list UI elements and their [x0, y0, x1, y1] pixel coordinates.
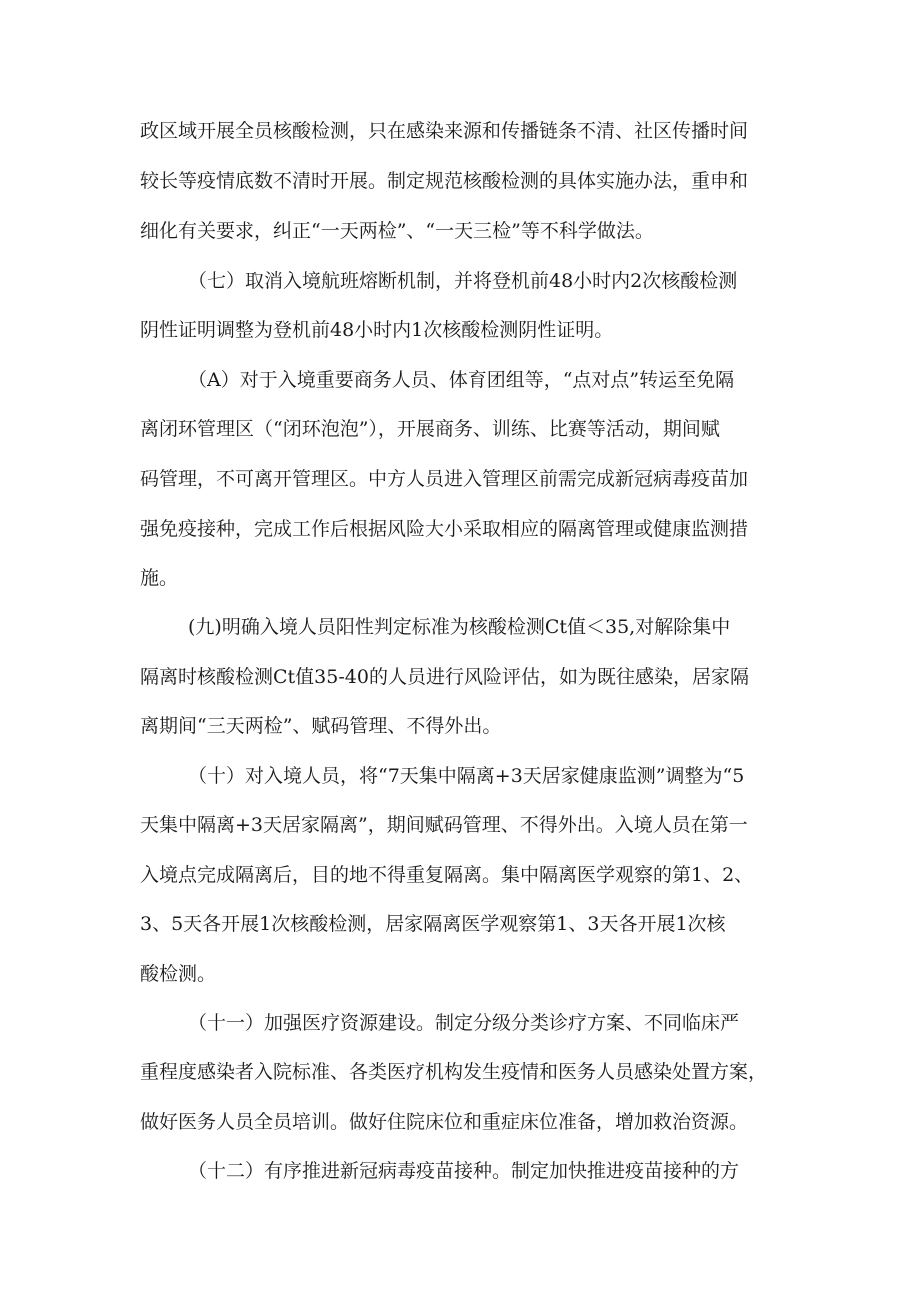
text-line: 政区域开展全员核酸检测，只在感染来源和传播链条不清、社区传播时间 — [140, 120, 749, 142]
text-line: 较长等疫情底数不清时开展。制定规范核酸检测的具体实施办法，重申和 — [140, 170, 749, 192]
paragraph-start-line: （十一）加强医疗资源建设。制定分级分类诊疗方案、不同临床严 — [188, 1012, 740, 1034]
text-line: 细化有关要求，纠正“一天两检”、“一天三检”等不科学做法。 — [140, 220, 654, 242]
text-line: 施。 — [140, 567, 179, 589]
text-line: 做好医务人员全员培训。做好住院床位和重症床位准备，增加救治资源。 — [140, 1111, 749, 1133]
text-line: 酸检测。 — [140, 963, 217, 985]
text-line: 3、5天各开展1次核酸检测，居家隔离医学观察第1、3天各开展1次核 — [140, 913, 726, 935]
text-line: 离闭环管理区（“闭环泡泡”），开展商务、训练、比赛等活动，期间赋 — [140, 418, 720, 440]
text-line: 码管理，不可离开管理区。中方人员进入管理区前需完成新冠病毒疫苗加 — [140, 468, 749, 490]
paragraph-start-line: （十）对入境人员，将“7天集中隔离+3天居家健康监测”调整为“5 — [188, 765, 745, 787]
text-line: 强免疫接种，完成工作后根据风险大小采取相应的隔离管理或健康监测措 — [140, 518, 749, 540]
text-line: 天集中隔离+3天居家隔离”，期间赋码管理、不得外出。入境人员在第一 — [140, 814, 748, 836]
text-line: 阴性证明调整为登机前48小时内1次核酸检测阴性证明。 — [140, 319, 614, 341]
paragraph-start-line: （A）对于入境重要商务人员、体育团组等，“点对点”转运至免隔 — [188, 369, 735, 391]
text-line: 入境点完成隔离后，目的地不得重复隔离。集中隔离医学观察的第1、2、 — [140, 864, 754, 886]
paragraph-start-line: (九)明确入境人员阳性判定标准为核酸检测Ct值＜35,对解除集中 — [188, 616, 731, 638]
text-line: 离期间“三天两检”、赋码管理、不得外出。 — [140, 715, 502, 737]
text-line: 隔离时核酸检测Ct值35-40的人员进行风险评估，如为既往感染，居家隔 — [140, 666, 749, 688]
paragraph-start-line: （十二）有序推进新冠病毒疫苗接种。制定加快推进疫苗接种的方 — [188, 1160, 740, 1182]
paragraph-start-line: （七）取消入境航班熔断机制，并将登机前48小时内2次核酸检测 — [188, 270, 738, 292]
text-line: 重程度感染者入院标准、各类医疗机构发生疫情和医务人员感染处置方案， — [140, 1061, 768, 1083]
